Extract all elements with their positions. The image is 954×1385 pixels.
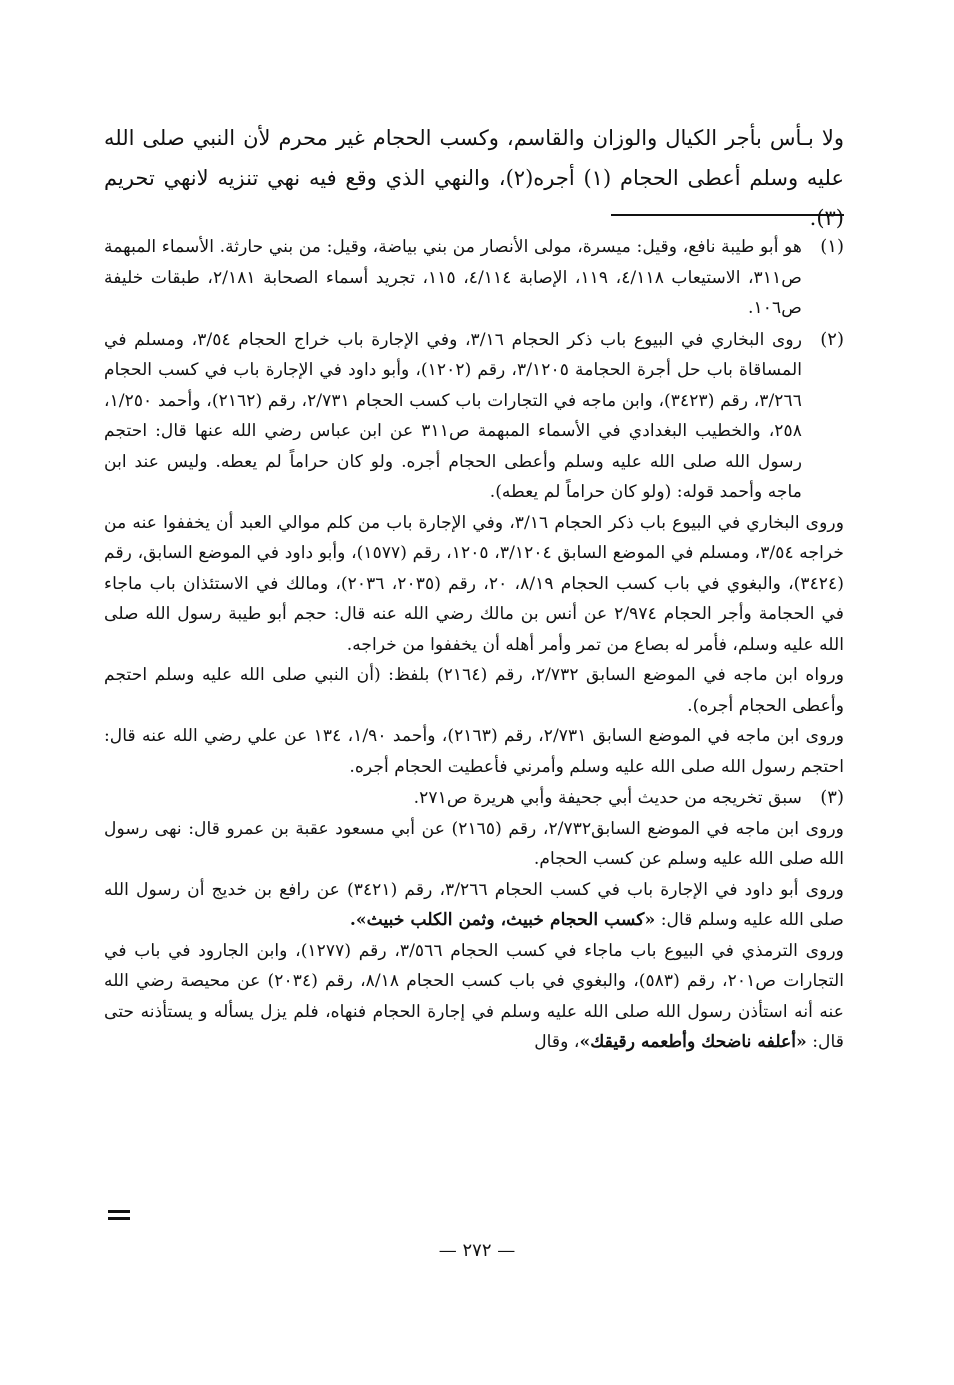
footnote-body — [104, 783, 844, 1058]
paragraph-tail: ، وقال — [534, 1032, 580, 1052]
footnote-number: (٣) — [820, 787, 844, 808]
footnote-paragraph: ورواه ابن ماجه في الموضع السابق ٢/٧٣٢، رقم (٢١٦٤) بلفظ: (أن النبي صلى الله عليه وسلم احتجم وأعطى الحجام أجره). — [104, 665, 844, 716]
footnote-number: (١) — [820, 236, 844, 257]
footnote-paragraph: وروى البخاري في البيوع باب ذكر الحجام ٣/١٦، وفي الإجارة باب من كلم موالي العبد أن يخففوا عنه من خراجه ٣/٥٤، ومسلم في الموضع السابق ٣/١٢٠٤، ١٢٠٥، رقم (١٥٧٧)، وأبو داود في الموضع السابق، رقم (٣٤٢٤)، والبغوي في باب كسب الحجام ٨/١٩، ٢٠، رقم (٢٠٣٥، ٢٠٣٦)، ومالك في الاستئذان باب ماجاء في الحجامة وأجر الحجام ٢/٩٧٤ عن أنس بن مالك رضي الله عنه قال: حجم أبو طيبة رسول الله صلى الله عليه وسلم، فأمر له بصاع من تمر وأمر أهله أن يخففوا من خراجه. — [104, 512, 845, 655]
footnote-3 — [104, 783, 844, 1058]
footnote-2 — [104, 325, 844, 783]
hadith-quote: «أعلفه ناضحك وأطعمه رقيقك» — [579, 1032, 807, 1052]
footnote-body — [104, 325, 845, 783]
footnote-paragraph: سبق تخريجه من حديث أبي جحيفة وأبي هريرة ص٢٧١. — [413, 788, 802, 808]
continuation-mark — [108, 1210, 130, 1220]
footnotes — [104, 232, 844, 1059]
footnote-paragraph — [104, 875, 844, 936]
footnote-paragraph: وروى ابن ماجه في الموضع السابق٢/٧٣٢، رقم (٢١٦٥) عن أبي مسعود عقبة بن عمرو قال: نهى رسول الله صلى الله عليه وسلم عن كسب الحجام. — [104, 818, 844, 869]
main-paragraph: ولا بـأس بأجر الكيال والوزان والقاسم، وكسب الحجام غير محرم لأن النبي صلى الله عليه وسلم أعطى الحجام (١) أجره(٢)، والنهي الذي وقع فيه نهي تنزيه لانهي تحريم (٣). — [104, 126, 844, 230]
hadith-quote: «كسب الحجام خبيث، وثمن الكلب خبيث». — [349, 910, 656, 930]
paragraph-text: وروى الترمذي في البيوع باب ماجاء في كسب الحجام ٣/٥٦٦، رقم (١٢٧٧)، وابن الجارود في باب في التجارات ص٢٠١، رقم (٥٨٣)، والبغوي في باب كسب الحجام ٨/١٨، رقم (٢٠٣٤) عن محيصة رضي الله عنه أنه استأذن رسول الله صلى الله عليه وسلم في إجارة الحجام فنهاه، فلم يزل يسأله و يستأذنه حتى قال: — [104, 940, 844, 1052]
footnote-number: (٢) — [820, 328, 844, 350]
footnote-paragraph — [104, 936, 844, 1058]
footnote-paragraph: وروى ابن ماجه في الموضع السابق ٢/٧٣١، رقم (٢١٦٣)، وأحمد ١/٩٠، ١٣٤ عن علي رضي الله عنه قال: احتجم رسول الله صلى الله عليه وسلم وأمرني فأعطيت الحجام أجره. — [104, 726, 845, 777]
paragraph-text: وروى أبو داود في الإجارة باب في كسب الحجام ٣/٢٦٦، رقم (٣٤٢١) عن رافع بن خديج أن رسول الله صلى الله عليه وسلم قال: — [104, 879, 844, 930]
footnote-body — [104, 232, 802, 324]
page-number: — ٢٧٢ — — [438, 1240, 516, 1261]
footnote-1 — [104, 232, 844, 324]
footnote-separator — [611, 214, 844, 216]
page-body — [104, 118, 844, 238]
footnote-paragraph: روى البخاري في البيوع باب ذكر الحجام ٣/١٦، وفي الإجارة باب خراج الحجام ٣/٥٤، ومسلم في المساقاة باب حل أجرة الحجامة ٣/١٢٠٥، رقم (١٢٠٢)، وأبو داود في الإجارة باب في كسب الحجام ٣/٢٦٦، رقم (٣٤٢٣)، وابن ماجه في التجارات باب كسب الحجام ٢/٧٣١، رقم (٢١٦٢)، وأحمد ١/٢٥٠، ٢٥٨، والخطيب البغدادي في الأسماء المبهمة ص٣١١ عن ابن عباس رضي الله عنها قال: احتجم رسول الله صلى الله عليه وسلم وأعطى الحجام أجره. ولو كان حراماً لم يعطه. وليس عند ابن ماجه وأحمد قوله: (ولو كان حراماً لم يعطه). — [104, 329, 802, 502]
footnote-paragraph: هو أبو طيبة نافع، وقيل: ميسرة، مولى الأنصار من بني بياضة، وقيل: من بني حارثة. الأسماء المبهمة ص٣١١، الاستيعاب ٤/١١٨، ١١٩، الإصابة ٤/١١٤، ١١٥، تجريد أسماء الصحابة ٢/١٨١، طبقات خليفة ص١٠٦. — [104, 237, 803, 318]
